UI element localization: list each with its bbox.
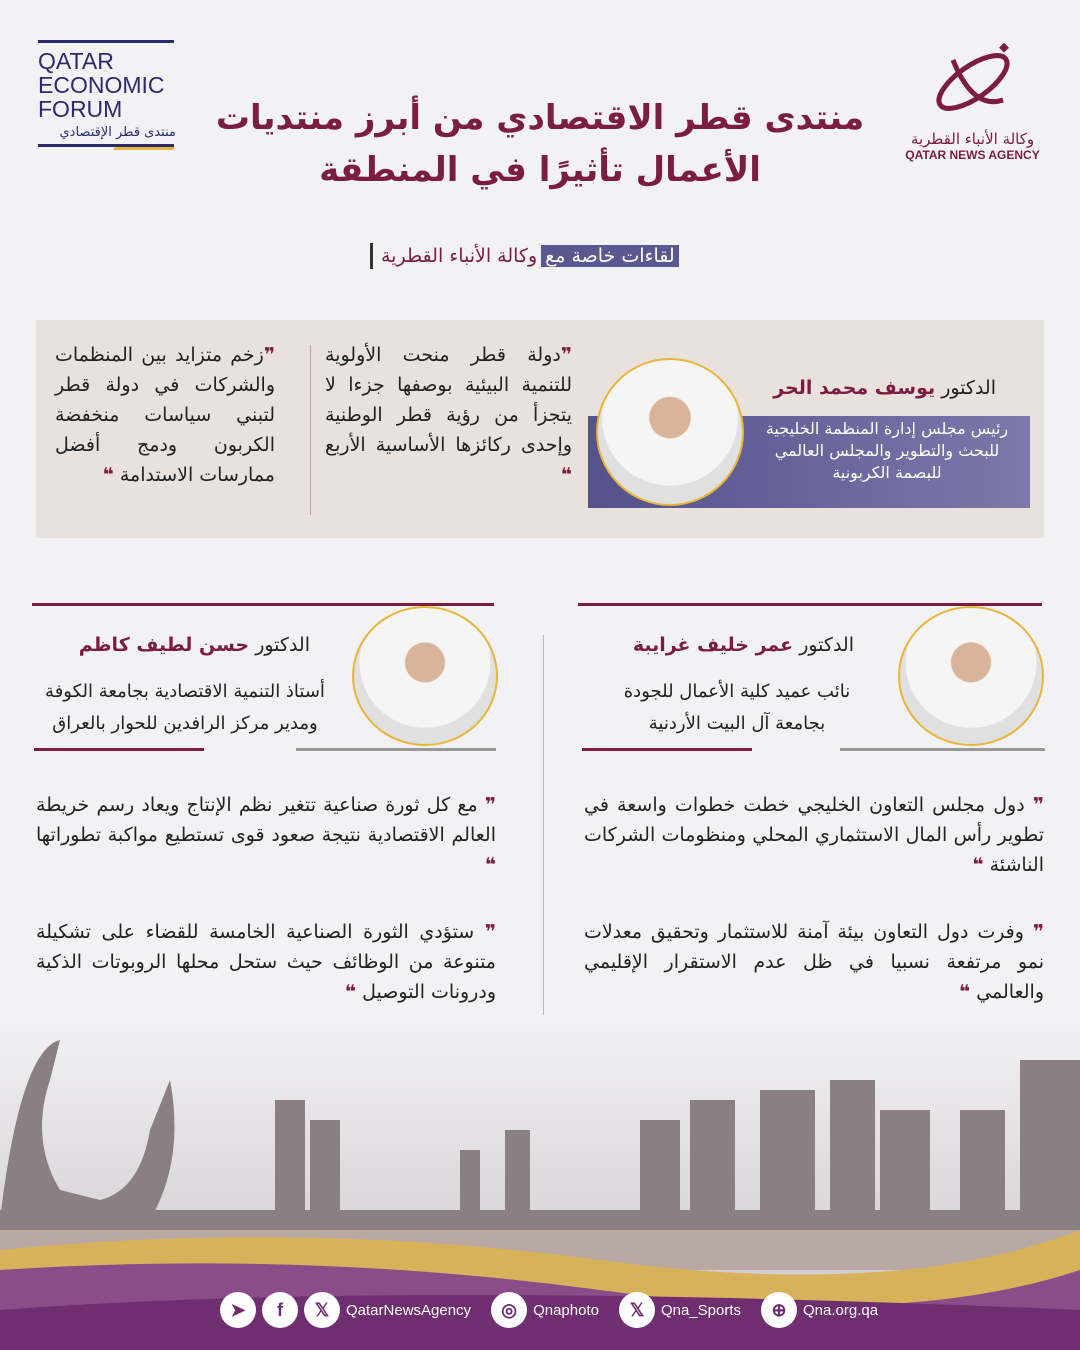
qef-logo: [38, 40, 176, 150]
qna-logo-english: QATAR NEWS AGENCY: [905, 148, 1040, 162]
speaker2-role: نائب عميد كلية الأعمال للجودة بجامعة آل البيت الأردنية: [623, 681, 851, 734]
page-title: [200, 92, 880, 196]
social-handle-sports[interactable]: Qna_Sports: [660, 1301, 741, 1319]
website-link[interactable]: Qna.org.qa: [803, 1301, 879, 1319]
speaker1-role: رئيس مجلس إدارة المنظمة الخليجية للبحث والتطوير والمجلس العالمي للبصمة الكربونية: [765, 419, 1009, 482]
qna-emblem-icon: [923, 40, 1023, 120]
divider: [296, 748, 496, 751]
speaker2-name: الدكتور عمر خليف غرايبة: [632, 634, 854, 656]
speaker3-name: الدكتور حسن لطيف كاظم: [78, 634, 310, 656]
facebook-icon[interactable]: f: [262, 1292, 298, 1328]
divider: [310, 345, 311, 515]
x-icon[interactable]: 𝕏: [304, 1292, 340, 1328]
divider: [840, 748, 1045, 751]
title-line-1: منتدى قطر الاقتصادي من أبرز منتديات: [215, 98, 865, 138]
speaker3-quote-1: ❞ مع كل ثورة صناعية تتغير نظم الإنتاج ويعاد رسم خريطة العالم الاقتصادية نتيجة صعود قوى تستطيع مواكبة تطوراتها ❝: [36, 794, 496, 876]
divider: [34, 748, 204, 751]
speaker2-quote-2: ❞ وفرت دول التعاون بيئة آمنة للاستثمار وتحقيق معدلات نمو مرتفعة نسبيا في ظل عدم الاستقرار الإقليمي والعالمي ❝: [584, 921, 1045, 1003]
qna-logo: [905, 40, 1040, 162]
social-handle-photo[interactable]: Qnaphoto: [533, 1301, 599, 1319]
qef-logo-text: QATAR ECONOMIC FORUM: [38, 48, 165, 122]
column-divider: [543, 635, 544, 1015]
subtitle-divider: [370, 243, 373, 269]
social-handle-qna[interactable]: QatarNewsAgency: [346, 1301, 472, 1319]
speaker1-photo: [596, 358, 744, 506]
speaker2-quote-1: ❞ دول مجلس التعاون الخليجي خطت خطوات واسعة في تطوير رأس المال الاستثماري المحلي ومنظومات الشركات الناشئة ❝: [584, 794, 1044, 876]
speaker3-quote-2: ❞ ستؤدي الثورة الصناعية الخامسة للقضاء على تشكيلة متنوعة من الوظائف حيث ستحل محلها الروبوتات الذكية ودرونات التوصيل ❝: [36, 921, 496, 1003]
title-line-2: الأعمال تأثيرًا في المنطقة: [319, 150, 761, 190]
instagram-icon[interactable]: ◎: [491, 1292, 527, 1328]
speaker1-quote-2: ❞زخم متزايد بين المنظمات والشركات في دولة قطر لتبني سياسات منخفضة الكربون ودمج أفضل ممارسات الاستدامة ❝: [55, 344, 275, 486]
subtitle-highlight: لقاءات خاصة مع: [541, 245, 679, 267]
subtitle-rest: وكالة الأنباء القطرية: [381, 245, 538, 267]
speaker2-photo: [898, 606, 1044, 746]
qna-logo-arabic: وكالة الأنباء القطرية: [910, 130, 1035, 148]
speaker1-quote-1: ❞دولة قطر منحت الأولوية للتنمية البيئية بوصفها جزءا لا يتجزأ من رؤية قطر الوطنية وإحدى ركائزها الأساسية الأربع ❝: [325, 344, 572, 486]
x-icon[interactable]: 𝕏: [619, 1292, 655, 1328]
divider: [582, 748, 752, 751]
subtitle: [370, 243, 679, 269]
speaker1-name: الدكتور يوسف محمد الحر: [773, 377, 996, 399]
social-footer: [220, 1292, 892, 1328]
globe-icon[interactable]: ⊕: [761, 1292, 797, 1328]
telegram-icon[interactable]: ➤: [220, 1292, 256, 1328]
speaker3-photo: [352, 606, 498, 746]
speaker3-role: أستاذ التنمية الاقتصادية بجامعة الكوفة ومدير مركز الرافدين للحوار بالعراق: [45, 681, 325, 734]
qef-logo-arabic: منتدى قطر الإقتصادي: [59, 125, 176, 140]
